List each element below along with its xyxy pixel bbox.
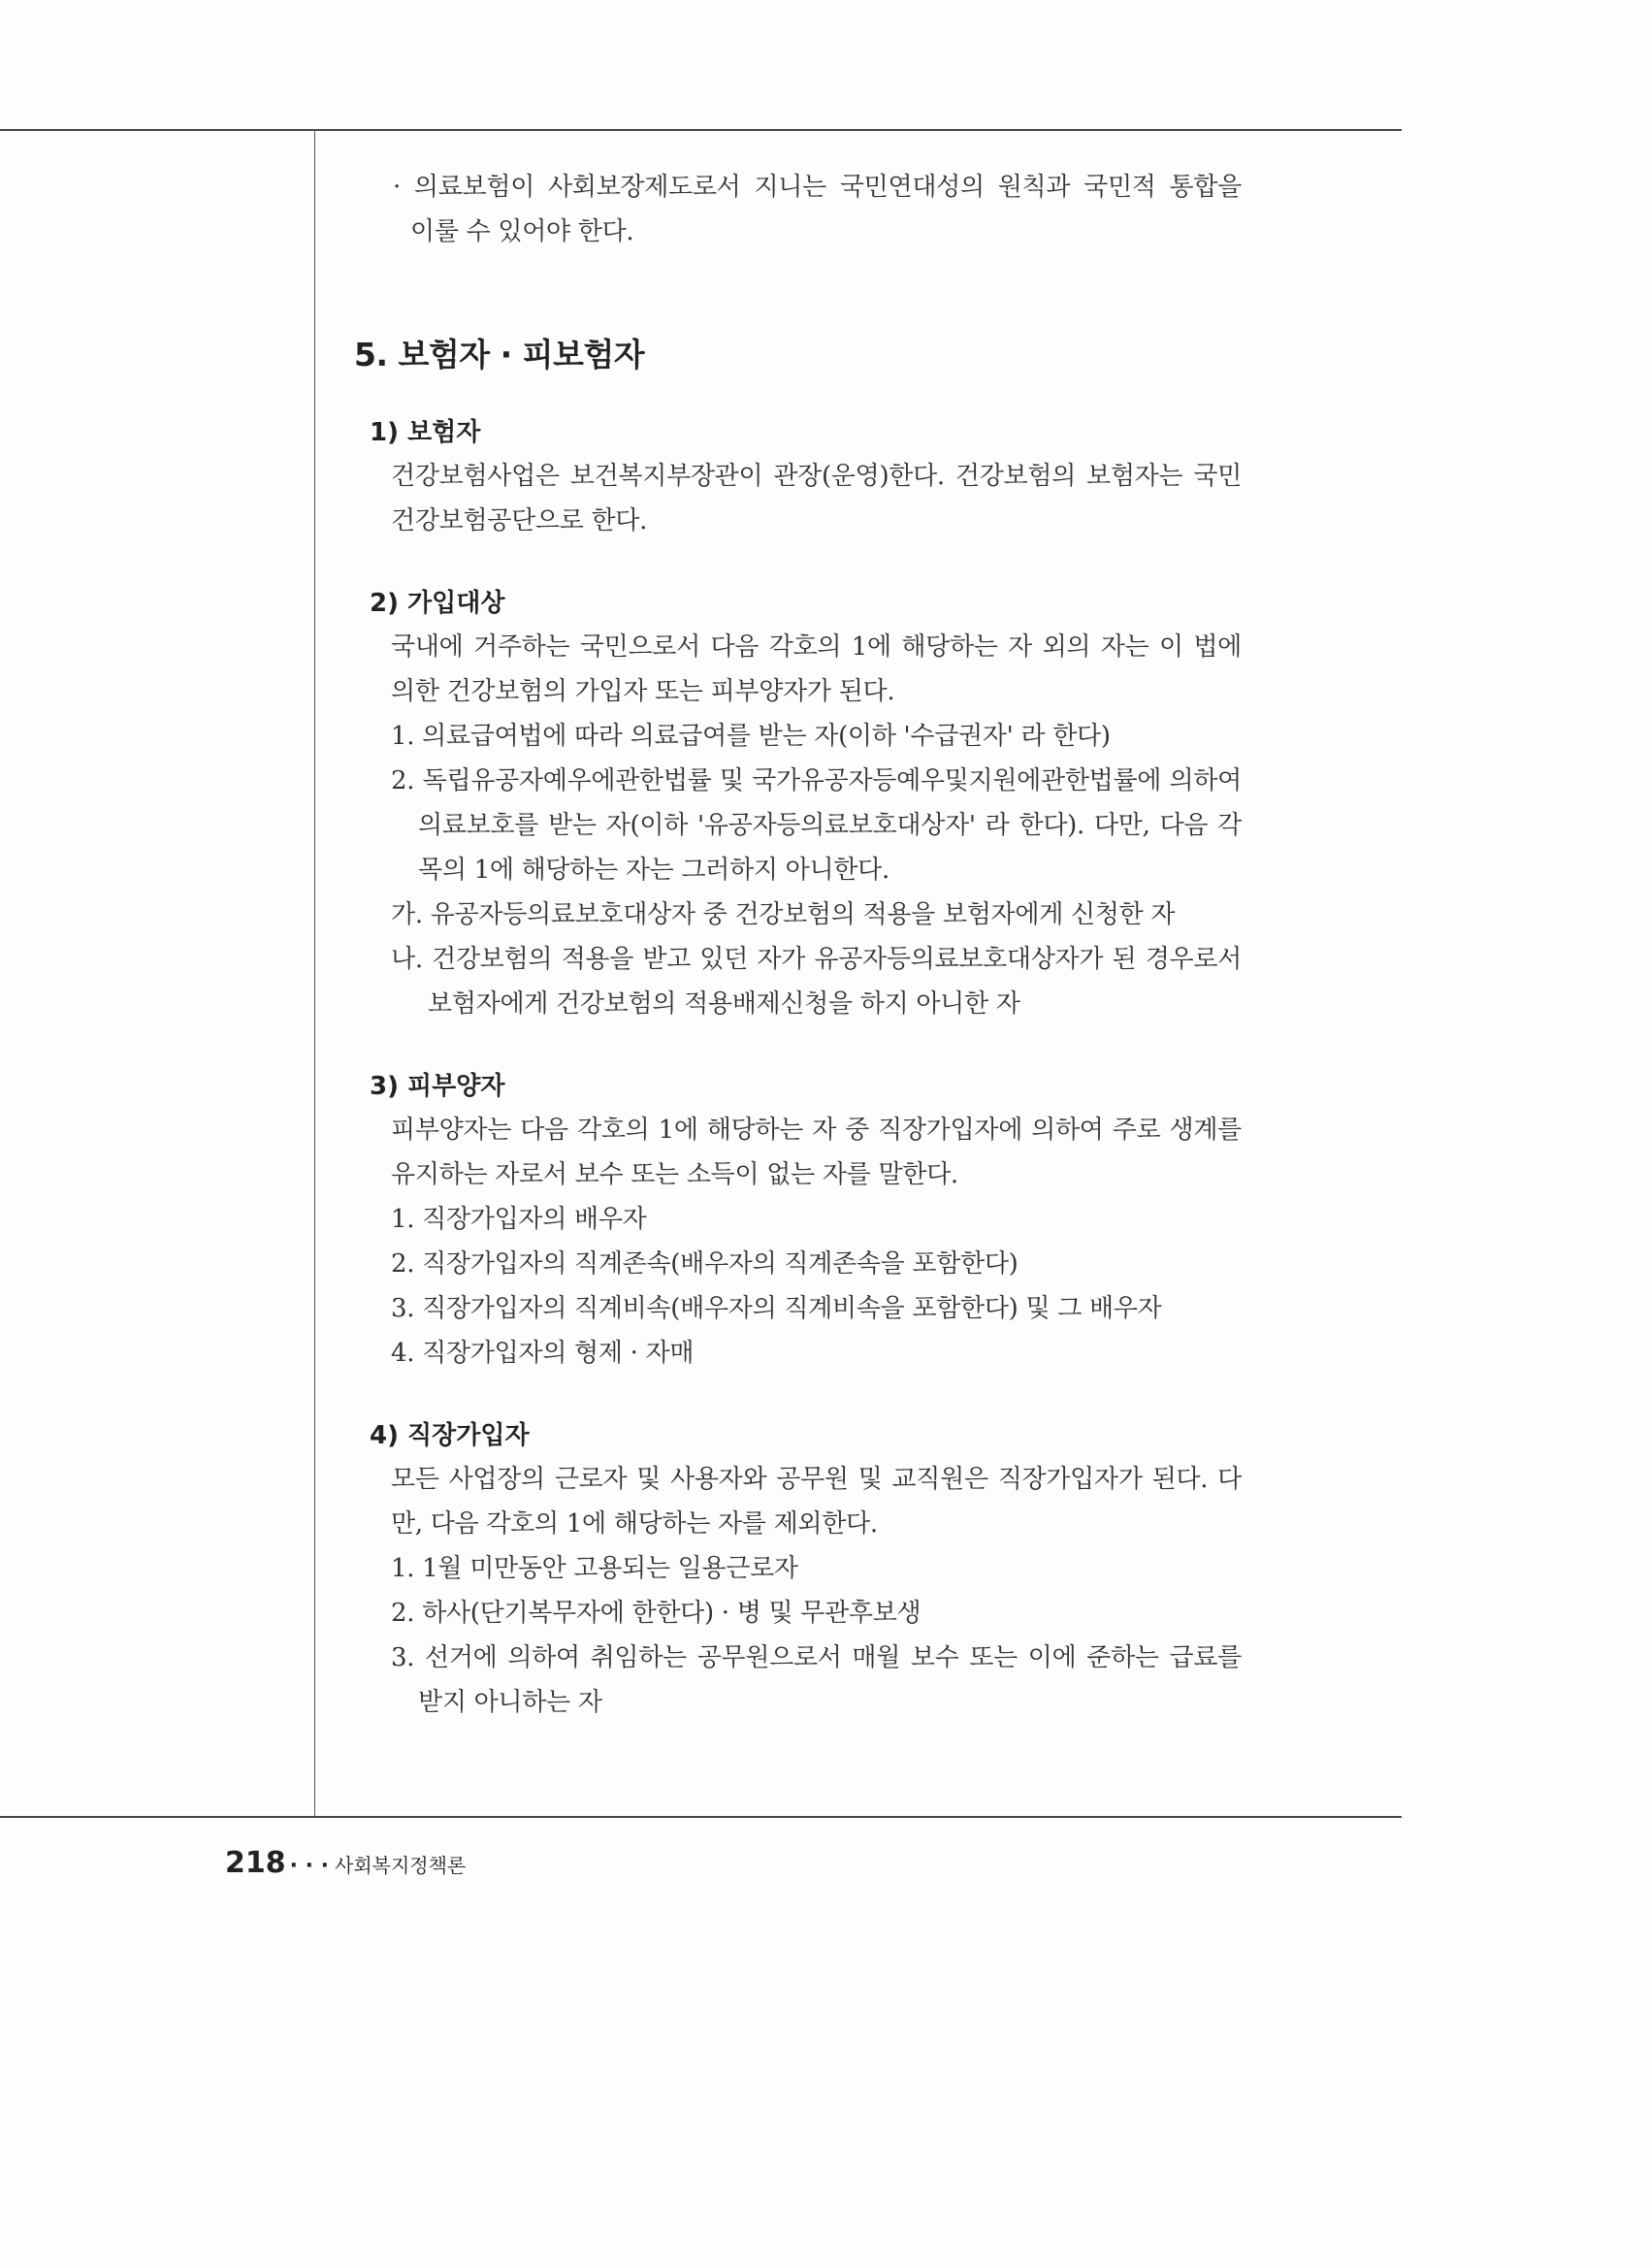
subsection-title-insurer: 1) 보험자 <box>370 418 481 447</box>
list-item: 1. 직장가입자의 배우자 <box>391 1205 647 1234</box>
paragraph-line: 모든 사업장의 근로자 및 사용자와 공무원 및 교직원은 직장가입자가 된다. 다 <box>391 1465 1242 1494</box>
eligibility-body <box>391 625 1242 1026</box>
subsection-title-eligibility: 2) 가입대상 <box>370 589 505 618</box>
list-item: 2. 직장가입자의 직계존속(배우자의 직계존속을 포함한다) <box>391 1249 1018 1279</box>
paragraph-line: 유지하는 자로서 보수 또는 소득이 없는 자를 말한다. <box>391 1160 958 1189</box>
list-item: 2. 독립유공자예우에관한법률 및 국가유공자등예우및지원에관한법률에 의하여 <box>391 766 1242 795</box>
list-item-continued: 의료보호를 받는 자(이하 '유공자등의료보호대상자' 라 한다). 다만, 다음 각 <box>418 811 1242 840</box>
list-item-continued: 받지 아니하는 자 <box>418 1688 602 1717</box>
sub-list-item: 가. 유공자등의료보호대상자 중 건강보험의 적용을 보험자에게 신청한 자 <box>391 900 1176 929</box>
paragraph-line: 건강보험사업은 보건복지부장관이 관장(운영)한다. 건강보험의 보험자는 국민 <box>391 462 1242 491</box>
list-item: 1. 의료급여법에 따라 의료급여를 받는 자(이하 '수급권자' 라 한다) <box>391 722 1111 751</box>
list-item: 4. 직장가입자의 형제 · 자매 <box>391 1339 695 1368</box>
page-number: 218 <box>225 1846 286 1880</box>
intro-line-2: 이룰 수 있어야 한다. <box>410 217 634 246</box>
footer-dots: · · · <box>289 1854 330 1878</box>
page-footer <box>225 1846 466 1880</box>
bottom-rule <box>0 1816 1402 1818</box>
paragraph-line: 국내에 거주하는 국민으로서 다음 각호의 1에 해당하는 자 외의 자는 이 법에 <box>391 632 1242 662</box>
subsection-title-employee-members: 4) 직장가입자 <box>370 1421 530 1450</box>
list-item: 3. 직장가입자의 직계비속(배우자의 직계비속을 포함한다) 및 그 배우자 <box>391 1294 1162 1323</box>
top-rule <box>0 129 1402 131</box>
list-item: 2. 하사(단기복무자에 한한다) · 병 및 무관후보생 <box>391 1599 922 1628</box>
page-content <box>354 165 1242 1725</box>
intro-line-1: · 의료보험이 사회보장제도로서 지니는 국민연대성의 원칙과 국민적 통합을 <box>393 173 1242 202</box>
paragraph-line: 만, 다음 각호의 1에 해당하는 자를 제외한다. <box>391 1509 878 1539</box>
list-item: 1. 1월 미만동안 고용되는 일용근로자 <box>391 1554 798 1583</box>
subsection-title-dependents: 3) 피부양자 <box>370 1072 505 1101</box>
paragraph-line: 의한 건강보험의 가입자 또는 피부양자가 된다. <box>391 677 895 706</box>
insurer-body <box>391 454 1242 543</box>
paragraph-line: 피부양자는 다음 각호의 1에 해당하는 자 중 직장가입자에 의하여 주로 생계를 <box>391 1116 1242 1145</box>
list-item: 3. 선거에 의하여 취임하는 공무원으로서 매월 보수 또는 이에 준하는 급료를 <box>391 1643 1242 1672</box>
book-title: 사회복지정책론 <box>335 1854 467 1877</box>
sub-list-item-continued: 보험자에게 건강보험의 적용배제신청을 하지 아니한 자 <box>428 989 1020 1019</box>
paragraph-line: 건강보험공단으로 한다. <box>391 506 648 535</box>
sub-list-item: 나. 건강보험의 적용을 받고 있던 자가 유공자등의료보호대상자가 된 경우로서 <box>391 945 1242 974</box>
dependents-body <box>391 1108 1242 1376</box>
list-item-continued: 목의 1에 해당하는 자는 그러하지 아니한다. <box>418 856 889 885</box>
margin-rule <box>314 129 315 1816</box>
section-title: 5. 보험자 · 피보험자 <box>354 336 645 373</box>
employee-members-body <box>391 1457 1242 1725</box>
